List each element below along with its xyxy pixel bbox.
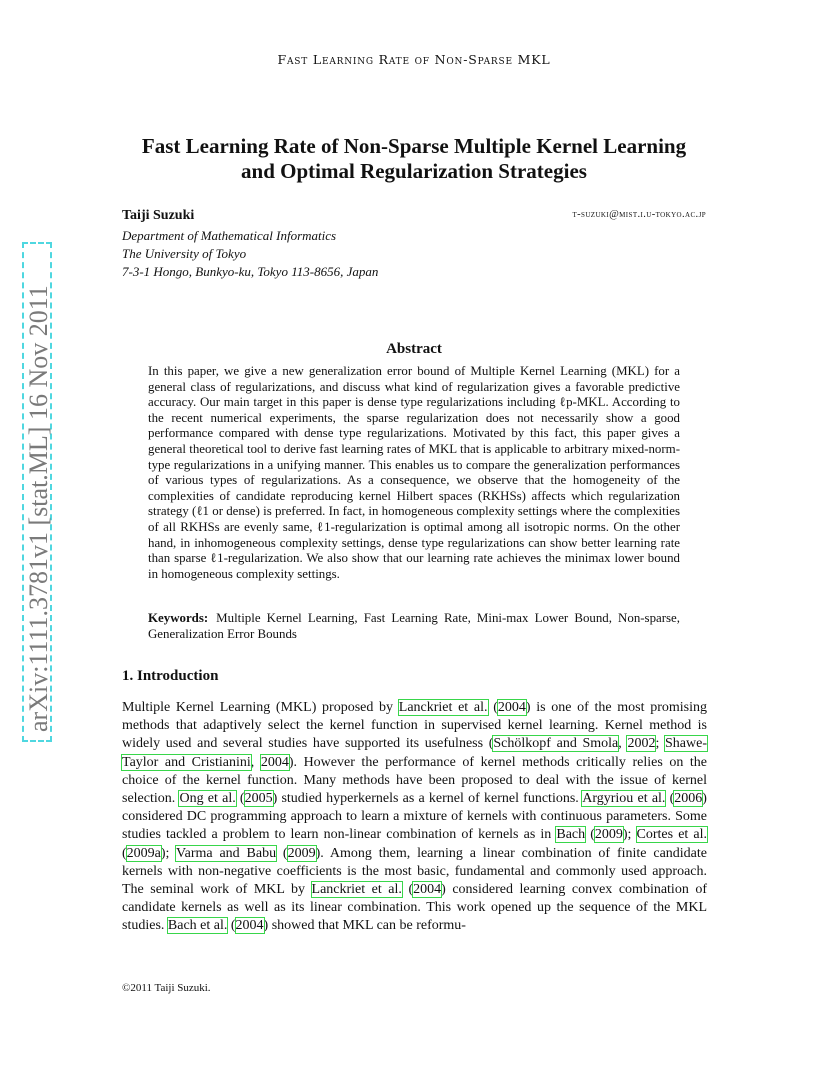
citation-link[interactable]: Ong et al. bbox=[179, 791, 236, 807]
paragraph-text: ). Among them, learning a linear combination of finite candidate kernels with non-negative coefficients is the most basic, fundamental and commonly used approach. The seminal work of MKL by bbox=[122, 845, 707, 898]
keywords-text: Multiple Kernel Learning, Fast Learning Rate, Mini-max Lower Bound, Non-sparse, Generalization Error Bounds bbox=[148, 611, 680, 641]
citation-link[interactable]: 2009 bbox=[287, 845, 316, 861]
paragraph-text: ( bbox=[276, 845, 288, 861]
citation-link[interactable]: Varma and Babu bbox=[176, 845, 277, 861]
arxiv-stamp-link[interactable]: arXiv:1111.3781v1 [stat.ML] 16 Nov 2011 bbox=[22, 242, 52, 742]
paragraph-text: ( bbox=[665, 791, 675, 807]
author-name: Taiji Suzuki bbox=[122, 208, 195, 223]
citation-link[interactable]: Shawe-Taylor and Cristianini bbox=[122, 736, 708, 770]
citation-link[interactable]: 2004 bbox=[235, 918, 264, 934]
introduction-paragraph bbox=[122, 699, 707, 936]
citation-link[interactable]: Bach et al. bbox=[167, 918, 228, 934]
paragraph-text: ) considered DC programming approach to learn a mixture of kernels with continuous parameters. Some studies tackled a problem to learn non-linear combination of kernels as in bbox=[122, 791, 707, 843]
citation-link[interactable]: Cortes et al. bbox=[636, 827, 707, 843]
citation-link[interactable]: Argyriou et al. bbox=[582, 791, 666, 807]
paragraph-text: ) showed that MKL can be reformu- bbox=[263, 918, 466, 934]
citation-link[interactable]: Schölkopf and Smola bbox=[493, 736, 619, 752]
citation-link[interactable]: 2009 bbox=[594, 827, 623, 843]
citation-link[interactable]: 2005 bbox=[244, 791, 273, 807]
running-head: Fast Learning Rate of Non-Sparse MKL bbox=[277, 52, 551, 67]
citation-link[interactable]: 2004 bbox=[497, 700, 526, 715]
paragraph-text: ( bbox=[227, 918, 236, 934]
affiliation-department: Department of Mathematical Informatics bbox=[122, 228, 337, 243]
paragraph-text: ; bbox=[655, 736, 666, 752]
citation-link[interactable]: 2004 bbox=[260, 754, 289, 770]
keywords bbox=[148, 611, 680, 642]
paragraph-text: , bbox=[250, 754, 261, 770]
citation-link[interactable]: 2002 bbox=[627, 736, 656, 752]
paragraph-text: ( bbox=[487, 700, 498, 715]
keywords-label: Keywords: bbox=[148, 611, 209, 625]
abstract-heading: Abstract bbox=[386, 341, 442, 357]
paragraph-text: ( bbox=[235, 791, 245, 807]
citation-link[interactable]: 2006 bbox=[674, 791, 703, 807]
citation-link[interactable]: Lanckriet et al. bbox=[398, 700, 488, 715]
citation-link[interactable]: Lanckriet et al. bbox=[311, 882, 402, 898]
abstract-text: In this paper, we give a new generalization error bound of Multiple Kernel Learning (MKL) for a general class of regularizations, and discuss what kind of regularization gives a favorable predictive accuracy. Our main target in this paper is dense type regularizations including ℓp-MKL. According to the recent numerical experiments, the sparse regularization does not necessarily show a good performance compared with dense type regularizations. Motivated by this fact, this paper gives a general theoretical tool to derive fast learning rates of MKL that is applicable to arbitrary mixed-norm-type regularizations in a unifying manner. This enables us to compare the generalization performances of various types of regularizations. As a consequence, we observe that the homogeneity of the complexities of candidate reproducing kernel Hilbert spaces (RKHSs) affects which regularization strategy (ℓ1 or dense) is preferred. In fact, in homogeneous complexity settings where the complexities of all RKHSs are evenly same, ℓ1-regularization is optimal among all isotropic norms. On the other hand, in inhomogeneous complexity settings, dense type regularizations can show better learning rate than sparse ℓ1-regularization. We also show that our learning rate achieves the minimax lower bound in homogeneous complexity settings. bbox=[148, 364, 680, 581]
title-line-2: and Optimal Regularization Strategies bbox=[241, 159, 587, 183]
paragraph-text: ); bbox=[160, 845, 177, 861]
paragraph-text: ( bbox=[585, 827, 595, 843]
paragraph-text: ) is one of the most promising methods that adaptively select the kernel function in supervised kernel learning. Kernel method is widely used and several studies have supported its usefulness ( bbox=[122, 700, 707, 752]
title-line-1: Fast Learning Rate of Non-Sparse Multiple Kernel Learning bbox=[141, 134, 687, 158]
paragraph-text: ). However the performance of kernel methods critically relies on the choice of the kernel function. Many methods have been proposed to deal with the issue of kernel selection. bbox=[122, 754, 707, 807]
paragraph-text: ( bbox=[122, 845, 127, 861]
affiliation-address: 7-3-1 Hongo, Bunkyo-ku, Tokyo 113-8656, Japan bbox=[122, 264, 379, 279]
citation-link[interactable]: 2009a bbox=[126, 845, 161, 861]
author-email[interactable]: t-suzuki@mist.i.u-tokyo.ac.jp bbox=[572, 209, 706, 220]
citation-link[interactable]: Bach bbox=[556, 827, 586, 843]
paragraph-text: Multiple Kernel Learning (MKL) proposed by bbox=[122, 700, 399, 715]
copyright-notice: ©2011 Taiji Suzuki. bbox=[122, 982, 211, 994]
paper-title bbox=[60, 134, 768, 184]
citation-link[interactable]: 2004 bbox=[413, 882, 442, 898]
paragraph-text: ); bbox=[622, 827, 637, 843]
paragraph-text: , bbox=[618, 736, 628, 752]
affiliation-university: The University of Tokyo bbox=[122, 246, 247, 261]
paragraph-text: ( bbox=[401, 882, 414, 898]
paragraph-text: ) considered learning convex combination of candidate kernels as well as its linear combination. This work opened up the sequence of the MKL studies. bbox=[122, 882, 708, 934]
paragraph-text: ) studied hyperkernels as a kernel of kernel functions. bbox=[272, 791, 583, 807]
section-heading-introduction: 1. Introduction bbox=[122, 668, 219, 684]
